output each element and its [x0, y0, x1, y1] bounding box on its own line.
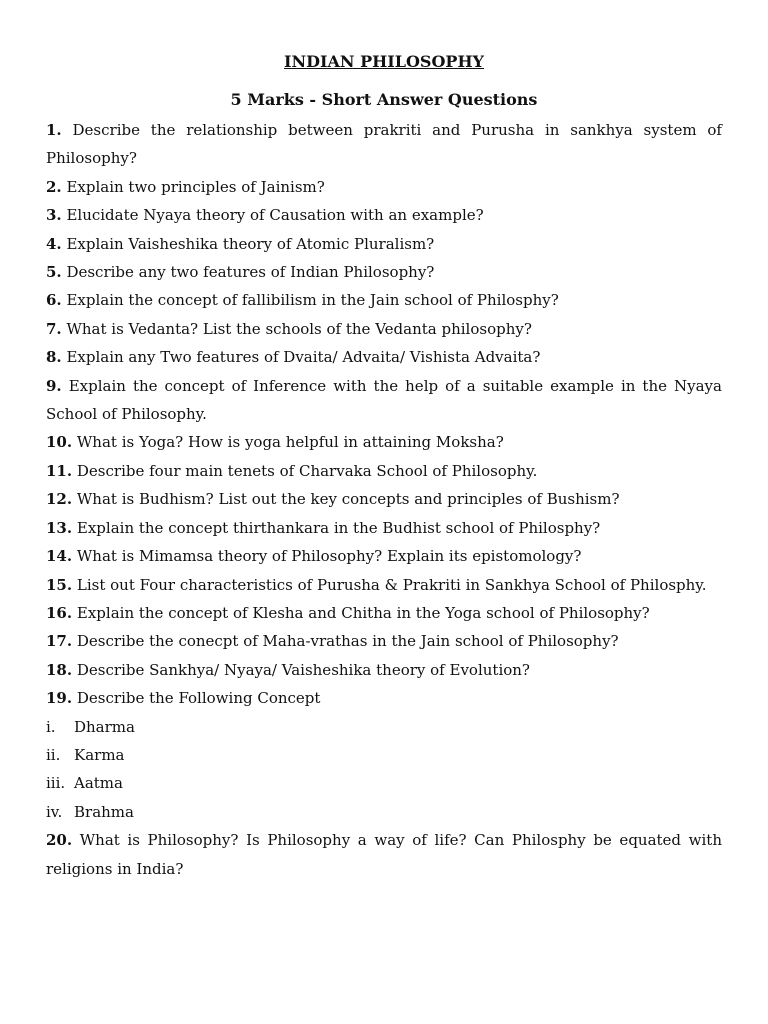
question-number: 15. [46, 575, 73, 594]
question-item [46, 428, 722, 456]
question-number: 6. [46, 291, 62, 310]
question-text: Describe any two features of Indian Philosophy? [66, 263, 435, 282]
question-item [46, 627, 722, 655]
question-item [46, 173, 722, 201]
question-item [46, 457, 722, 485]
question-text: List out Four characteristics of Purusha & Prakriti in Sankhya School of Philosphy. [76, 575, 707, 594]
question-text: Explain any Two features of Dvaita/ Advaita/ Vishista Advaita? [66, 348, 541, 367]
question-text: Describe the relationship between prakriti and Purusha in sankhya system of Philosophy? [46, 121, 722, 168]
question-text: Describe the conecpt of Maha-vrathas in the Jain school of Philosophy? [76, 632, 619, 651]
question-number: 9. [46, 376, 62, 395]
question-text: Explain the concept of fallibilism in the Jain school of Philosphy? [66, 291, 559, 310]
sub-item-text: Dharma [74, 717, 135, 736]
question-text: What is Vedanta? List the schools of the Vedanta philosophy? [66, 319, 532, 338]
question-item [46, 571, 722, 599]
question-text: Describe the Following Concept [76, 689, 321, 708]
question-text: What is Mimamsa theory of Philosophy? Explain its epistomology? [76, 547, 582, 566]
question-number: 12. [46, 490, 73, 509]
question-number: 7. [46, 319, 62, 338]
question-item [46, 230, 722, 258]
question-number: 18. [46, 660, 73, 679]
question-number: 8. [46, 348, 62, 367]
sub-item-numeral: iv. [46, 802, 63, 821]
question-item [46, 258, 722, 286]
question-number: 4. [46, 234, 62, 253]
question-text: Explain the concept of Inference with the help of a suitable example in the Nyaya School of Philosophy. [46, 376, 722, 424]
sub-item-text: Aatma [74, 774, 123, 793]
question-item [46, 315, 722, 343]
sub-item-numeral: iii. [46, 774, 66, 793]
question-text: Elucidate Nyaya theory of Causation with an example? [66, 206, 484, 225]
question-item [46, 286, 722, 314]
question-number: 16. [46, 603, 73, 622]
question-item [46, 684, 722, 712]
sub-item-numeral: ii. [46, 745, 61, 764]
question-text: Explain the concept thirthankara in the Budhist school of Philosphy? [76, 518, 601, 537]
question-item [46, 343, 722, 371]
question-item [46, 826, 722, 883]
question-item [46, 656, 722, 684]
question-number: 10. [46, 433, 73, 452]
sub-item-numeral: i. [46, 717, 56, 736]
question-text: What is Budhism? List out the key concepts and principles of Bushism? [76, 490, 620, 509]
question-text: Explain Vaisheshika theory of Atomic Pluralism? [66, 234, 435, 253]
sub-item-text: Brahma [74, 802, 134, 821]
question-text: Explain the concept of Klesha and Chitha in the Yoga school of Philosophy? [76, 603, 650, 622]
sub-item [46, 713, 722, 741]
question-item [46, 542, 722, 570]
sub-item [46, 741, 722, 769]
sub-item [46, 798, 722, 826]
question-item [46, 514, 722, 542]
question-number: 5. [46, 263, 62, 282]
question-text: What is Yoga? How is yoga helpful in attaining Moksha? [76, 433, 504, 452]
question-number: 20. [46, 831, 73, 850]
question-text: Describe Sankhya/ Nyaya/ Vaisheshika theory of Evolution? [76, 660, 530, 679]
question-number: 1. [46, 121, 62, 139]
question-list [46, 116, 722, 883]
question-number: 11. [46, 461, 73, 480]
question-item [46, 116, 722, 173]
sub-item [46, 769, 722, 797]
question-item [46, 201, 722, 229]
question-number: 17. [46, 632, 73, 651]
sub-item-text: Karma [74, 745, 125, 764]
question-item [46, 599, 722, 627]
page-subtitle: 5 Marks - Short Answer Questions [230, 90, 538, 109]
page-title: INDIAN PHILOSOPHY [284, 52, 484, 71]
question-text: Explain two principles of Jainism? [66, 177, 325, 196]
question-text: What is Philosophy? Is Philosophy a way of life? Can Philosphy be equated with religions in India? [46, 831, 722, 878]
question-item [46, 485, 722, 513]
question-number: 2. [46, 177, 62, 196]
question-number: 13. [46, 518, 73, 537]
question-item [46, 372, 722, 429]
question-text: Describe four main tenets of Charvaka School of Philosophy. [76, 461, 538, 480]
question-number: 14. [46, 547, 73, 566]
question-number: 3. [46, 206, 62, 225]
question-number: 19. [46, 689, 73, 708]
